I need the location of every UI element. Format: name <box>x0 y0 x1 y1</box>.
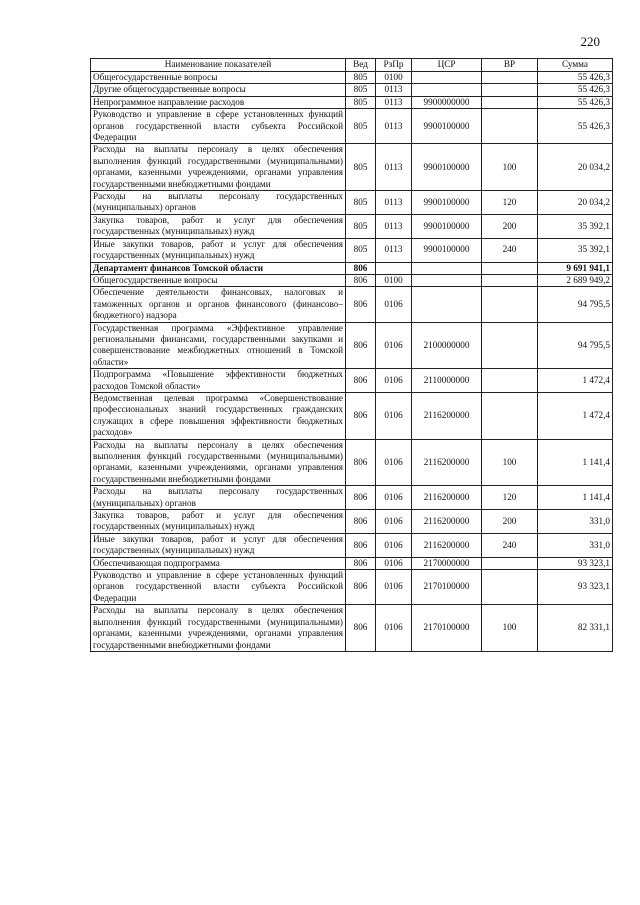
row-rzpr-cell: 0113 <box>376 191 412 215</box>
row-vr-cell <box>482 274 538 286</box>
row-vr-cell <box>482 84 538 96</box>
table-row <box>91 439 613 486</box>
row-csr-cell: 2170000000 <box>412 557 482 569</box>
table-row <box>91 262 613 274</box>
table-row <box>91 392 613 439</box>
row-sum-cell: 82 331,1 <box>538 605 613 652</box>
row-name-cell: Руководство и управление в сфере установленных функций органов государственной власти субъекта Российской Федерации <box>91 109 346 144</box>
row-rzpr-cell: 0113 <box>376 109 412 144</box>
row-rzpr-cell: 0106 <box>376 287 412 322</box>
row-ved-cell: 806 <box>346 274 376 286</box>
row-ved-cell: 806 <box>346 322 376 369</box>
row-sum-cell: 2 689 949,2 <box>538 274 613 286</box>
table-row <box>91 238 613 262</box>
row-vr-cell: 240 <box>482 238 538 262</box>
row-vr-cell: 200 <box>482 510 538 534</box>
row-rzpr-cell: 0106 <box>376 322 412 369</box>
row-rzpr-cell: 0100 <box>376 72 412 84</box>
row-name-cell: Закупка товаров, работ и услуг для обеспечения государственных (муниципальных) нужд <box>91 214 346 238</box>
row-csr-cell: 9900100000 <box>412 144 482 191</box>
table-row <box>91 84 613 96</box>
row-vr-cell <box>482 109 538 144</box>
table-row <box>91 72 613 84</box>
table-row <box>91 144 613 191</box>
row-vr-cell <box>482 369 538 393</box>
table-row <box>91 570 613 605</box>
table-row <box>91 510 613 534</box>
row-csr-cell <box>412 84 482 96</box>
row-csr-cell: 2100000000 <box>412 322 482 369</box>
table-header-row <box>91 59 613 72</box>
row-vr-cell <box>482 262 538 274</box>
row-ved-cell: 805 <box>346 72 376 84</box>
header-csr: ЦСР <box>412 59 482 72</box>
row-sum-cell: 55 426,3 <box>538 96 613 108</box>
row-sum-cell: 94 795,5 <box>538 322 613 369</box>
row-name-cell: Расходы на выплаты персоналу в целях обеспечения выполнения функций государственными (муниципальными) органами, казенными учреждениями, органами управления государственными внебюджетными фондами <box>91 439 346 486</box>
row-name-cell: Иные закупки товаров, работ и услуг для обеспечения государственных (муниципальных) нужд <box>91 533 346 557</box>
row-rzpr-cell: 0106 <box>376 570 412 605</box>
row-sum-cell: 55 426,3 <box>538 109 613 144</box>
row-ved-cell: 806 <box>346 369 376 393</box>
row-csr-cell: 2116200000 <box>412 392 482 439</box>
row-vr-cell <box>482 96 538 108</box>
row-sum-cell: 35 392,1 <box>538 238 613 262</box>
row-sum-cell: 331,0 <box>538 533 613 557</box>
row-sum-cell: 55 426,3 <box>538 84 613 96</box>
table-row <box>91 191 613 215</box>
row-ved-cell: 806 <box>346 533 376 557</box>
row-name-cell: Иные закупки товаров, работ и услуг для обеспечения государственных (муниципальных) нужд <box>91 238 346 262</box>
row-vr-cell <box>482 392 538 439</box>
row-sum-cell: 93 323,1 <box>538 557 613 569</box>
table-row <box>91 287 613 322</box>
row-ved-cell: 806 <box>346 287 376 322</box>
row-ved-cell: 805 <box>346 191 376 215</box>
row-vr-cell: 100 <box>482 144 538 191</box>
row-csr-cell <box>412 274 482 286</box>
row-sum-cell: 9 691 941,1 <box>538 262 613 274</box>
row-rzpr-cell: 0106 <box>376 605 412 652</box>
row-name-cell: Другие общегосударственные вопросы <box>91 84 346 96</box>
table-row <box>91 369 613 393</box>
row-rzpr-cell: 0100 <box>376 274 412 286</box>
row-csr-cell <box>412 72 482 84</box>
row-sum-cell: 1 141,4 <box>538 439 613 486</box>
row-csr-cell: 2110000000 <box>412 369 482 393</box>
row-csr-cell: 2116200000 <box>412 510 482 534</box>
row-vr-cell <box>482 570 538 605</box>
row-vr-cell: 120 <box>482 486 538 510</box>
row-csr-cell <box>412 262 482 274</box>
table-row <box>91 533 613 557</box>
row-sum-cell: 94 795,5 <box>538 287 613 322</box>
row-rzpr-cell: 0106 <box>376 369 412 393</box>
row-ved-cell: 806 <box>346 439 376 486</box>
header-sum: Сумма <box>538 59 613 72</box>
header-ved: Вед <box>346 59 376 72</box>
row-ved-cell: 806 <box>346 605 376 652</box>
row-sum-cell: 1 141,4 <box>538 486 613 510</box>
row-ved-cell: 806 <box>346 392 376 439</box>
row-name-cell: Расходы на выплаты персоналу в целях обеспечения выполнения функций государственными (муниципальными) органами, казенными учреждениями, органами управления государственными внебюджетными фондами <box>91 144 346 191</box>
row-vr-cell: 100 <box>482 439 538 486</box>
row-rzpr-cell: 0106 <box>376 392 412 439</box>
row-sum-cell: 331,0 <box>538 510 613 534</box>
row-vr-cell <box>482 557 538 569</box>
table-row <box>91 214 613 238</box>
row-sum-cell: 1 472,4 <box>538 369 613 393</box>
row-name-cell: Расходы на выплаты персоналу государственных (муниципальных) органов <box>91 191 346 215</box>
row-ved-cell: 805 <box>346 84 376 96</box>
row-csr-cell <box>412 287 482 322</box>
table-row <box>91 96 613 108</box>
row-rzpr-cell: 0106 <box>376 486 412 510</box>
row-name-cell: Закупка товаров, работ и услуг для обеспечения государственных (муниципальных) нужд <box>91 510 346 534</box>
row-name-cell: Ведомственная целевая программа «Совершенствование профессиональных знаний государственных гражданских служащих в сфере повышения эффективности бюджетных расходов» <box>91 392 346 439</box>
row-ved-cell: 805 <box>346 144 376 191</box>
table-row <box>91 605 613 652</box>
row-ved-cell: 806 <box>346 262 376 274</box>
row-sum-cell: 20 034,2 <box>538 144 613 191</box>
row-csr-cell: 2170100000 <box>412 570 482 605</box>
row-vr-cell: 240 <box>482 533 538 557</box>
row-sum-cell: 93 323,1 <box>538 570 613 605</box>
row-name-cell: Государственная программа «Эффективное управление региональными финансами, государственными закупками и совершенствование межбюджетных отношений в Томской области» <box>91 322 346 369</box>
row-rzpr-cell: 0113 <box>376 214 412 238</box>
row-ved-cell: 806 <box>346 570 376 605</box>
row-name-cell: Обеспечивающая подпрограмма <box>91 557 346 569</box>
row-ved-cell: 805 <box>346 238 376 262</box>
row-csr-cell: 9900100000 <box>412 109 482 144</box>
row-vr-cell <box>482 72 538 84</box>
row-sum-cell: 1 472,4 <box>538 392 613 439</box>
row-vr-cell <box>482 287 538 322</box>
row-name-cell: Обеспечение деятельности финансовых, налоговых и таможенных органов и органов финансового (финансово–бюджетного) надзора <box>91 287 346 322</box>
row-name-cell: Непрограммное направление расходов <box>91 96 346 108</box>
row-ved-cell: 806 <box>346 486 376 510</box>
header-name: Наименование показателей <box>91 59 346 72</box>
row-vr-cell: 200 <box>482 214 538 238</box>
row-csr-cell: 9900000000 <box>412 96 482 108</box>
row-csr-cell: 2116200000 <box>412 533 482 557</box>
table-row <box>91 322 613 369</box>
row-csr-cell: 2116200000 <box>412 439 482 486</box>
row-ved-cell: 805 <box>346 214 376 238</box>
row-rzpr-cell: 0106 <box>376 557 412 569</box>
row-ved-cell: 806 <box>346 510 376 534</box>
row-ved-cell: 805 <box>346 96 376 108</box>
header-rzpr: РзПр <box>376 59 412 72</box>
row-rzpr-cell: 0113 <box>376 84 412 96</box>
row-sum-cell: 20 034,2 <box>538 191 613 215</box>
table-row <box>91 109 613 144</box>
row-rzpr-cell: 0106 <box>376 439 412 486</box>
row-name-cell: Руководство и управление в сфере установленных функций органов государственной власти субъекта Российской Федерации <box>91 570 346 605</box>
page-number: 220 <box>580 34 600 49</box>
row-vr-cell: 120 <box>482 191 538 215</box>
row-csr-cell: 2116200000 <box>412 486 482 510</box>
row-rzpr-cell: 0113 <box>376 96 412 108</box>
table-row <box>91 274 613 286</box>
row-csr-cell: 9900100000 <box>412 191 482 215</box>
row-rzpr-cell: 0113 <box>376 238 412 262</box>
row-csr-cell: 9900100000 <box>412 238 482 262</box>
row-rzpr-cell: 0106 <box>376 510 412 534</box>
row-vr-cell: 100 <box>482 605 538 652</box>
row-name-cell: Департамент финансов Томской области <box>91 262 346 274</box>
table-row <box>91 486 613 510</box>
budget-table <box>90 58 613 652</box>
row-name-cell: Расходы на выплаты персоналу государственных (муниципальных) органов <box>91 486 346 510</box>
row-ved-cell: 806 <box>346 557 376 569</box>
row-name-cell: Общегосударственные вопросы <box>91 72 346 84</box>
row-rzpr-cell: 0113 <box>376 144 412 191</box>
row-vr-cell <box>482 322 538 369</box>
row-csr-cell: 9900100000 <box>412 214 482 238</box>
row-ved-cell: 805 <box>346 109 376 144</box>
header-vr: ВР <box>482 59 538 72</box>
row-name-cell: Расходы на выплаты персоналу в целях обеспечения выполнения функций государственными (муниципальными) органами, казенными учреждениями, органами управления государственными внебюджетными фондами <box>91 605 346 652</box>
row-sum-cell: 55 426,3 <box>538 72 613 84</box>
row-name-cell: Подпрограмма «Повышение эффективности бюджетных расходов Томской области» <box>91 369 346 393</box>
row-rzpr-cell: 0106 <box>376 533 412 557</box>
row-name-cell: Общегосударственные вопросы <box>91 274 346 286</box>
row-csr-cell: 2170100000 <box>412 605 482 652</box>
row-rzpr-cell <box>376 262 412 274</box>
table-row <box>91 557 613 569</box>
row-sum-cell: 35 392,1 <box>538 214 613 238</box>
